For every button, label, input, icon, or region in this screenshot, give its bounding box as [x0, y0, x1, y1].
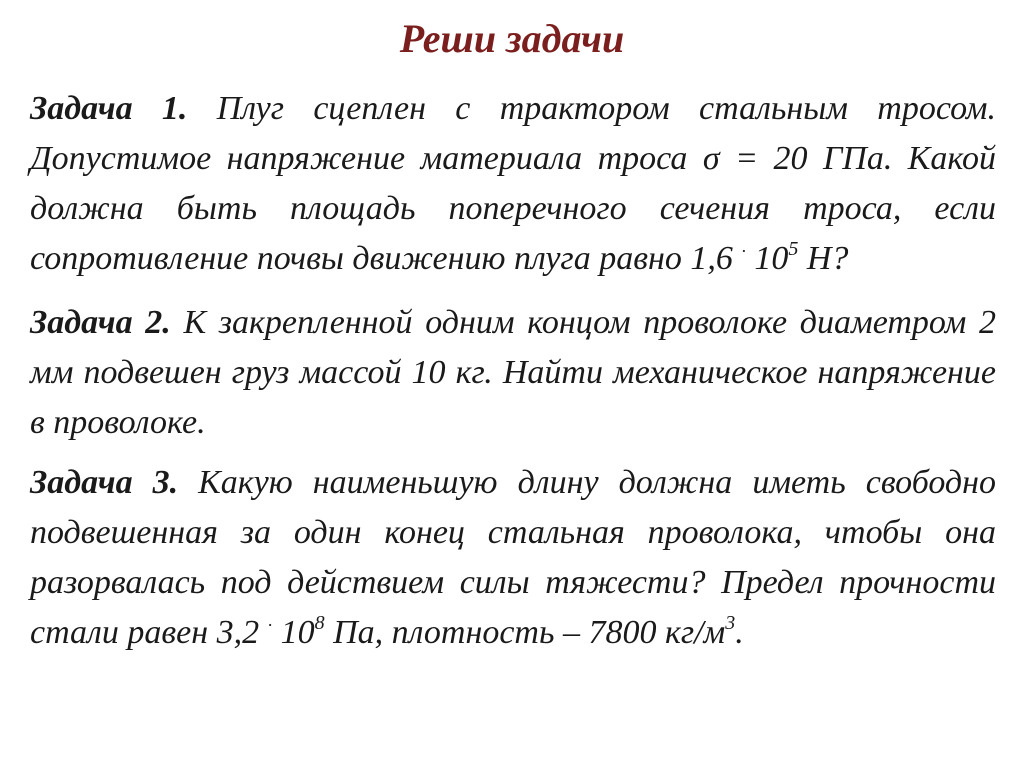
problem-2	[30, 298, 996, 448]
power-base: 10	[745, 240, 789, 277]
multiply-dot: ·	[267, 615, 273, 635]
power-base: 10	[272, 614, 315, 651]
problem-3	[30, 458, 996, 662]
problem-label: Задача 1.	[30, 90, 188, 127]
problem-label: Задача 3.	[30, 464, 179, 501]
problem-text: Плуг сцеплен с трактором стальным тросом. Допустимое напряжение материала троса σ = 20 ГПа. Какой должна быть площадь поперечного сечения троса, если сопротивление почвы движению плуга равно 1,6	[30, 90, 996, 277]
power-exponent: 8	[314, 611, 325, 634]
problem-tail: .	[735, 614, 744, 651]
problem-list	[30, 84, 996, 672]
problem-1	[30, 84, 996, 288]
power-exponent: 5	[788, 237, 799, 260]
problem-text-mid: Па, плотность – 7800 кг/м	[324, 614, 726, 651]
problem-label: Задача 2.	[30, 304, 171, 341]
multiply-dot: ·	[741, 241, 746, 261]
problem-tail: Н?	[798, 240, 849, 277]
slide-title: Реши задачи	[399, 16, 625, 61]
problem-text: Какую наименьшую длину должна иметь свободно подвешенная за один конец стальная проволока, чтобы она разорвалась под действием силы тяжести? Предел прочности стали равен 3,2	[30, 464, 996, 651]
unit-exponent: 3	[725, 611, 736, 634]
problem-text: К закрепленной одним концом проволоке диаметром 2 мм подвешен груз массой 10 кг. Найти механическое напряжение в проволоке.	[30, 304, 996, 441]
